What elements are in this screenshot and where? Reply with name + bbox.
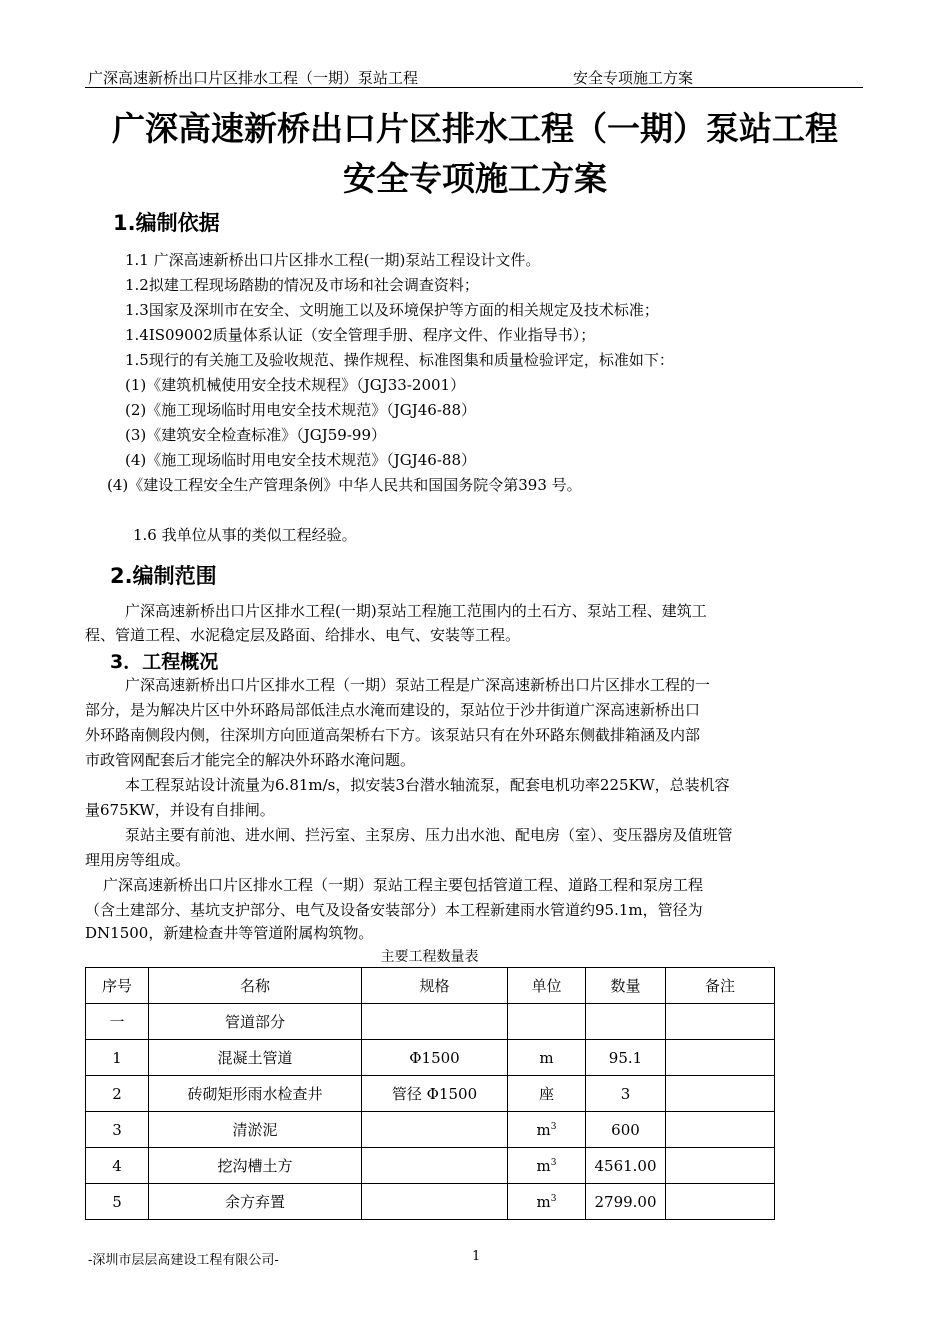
cell-spec (362, 1148, 508, 1184)
basis-item: 1.2拟建工程现场踏勘的情况及市场和社会调查资料； (125, 276, 479, 294)
overview-line: DN1500，新建检查井等管道附属构筑物。 (85, 924, 374, 942)
header-right: 安全专项施工方案 (573, 69, 694, 87)
cell-note (666, 1040, 775, 1076)
cell-spec (362, 1004, 508, 1040)
overview-line: 泵站主要有前池、进水闸、拦污室、主泵房、压力出水池、配电房（室）、变压器房及值班管 (125, 826, 733, 844)
cell-note (666, 1184, 775, 1220)
basis-item: (4)《建设工程安全生产管理条例》中华人民共和国国务院令第393 号。 (107, 476, 582, 494)
cell-note (666, 1112, 775, 1148)
header-rule (85, 87, 863, 88)
basis-item: 1.4IS09002质量体系认证（安全管理手册、程序文件、作业指导书）； (125, 326, 596, 344)
cell-spec: Φ1500 (362, 1040, 508, 1076)
cell-unit: 座 (508, 1076, 586, 1112)
quantity-table (85, 967, 775, 1220)
basis-item: (2)《施工现场临时用电安全技术规范》（JGJ46-88） (125, 401, 477, 419)
cell-unit (508, 1004, 586, 1040)
cell-index: 4 (86, 1148, 149, 1184)
cell-note (666, 1076, 775, 1112)
unit-text: m (536, 1192, 551, 1211)
cell-unit (508, 1148, 586, 1184)
cell-spec (362, 1184, 508, 1220)
overview-line: 量675KW，并设有自排闸。 (85, 801, 275, 819)
col-header-note: 备注 (666, 968, 775, 1004)
basis-item: 1.6 我单位从事的类似工程经验。 (133, 526, 357, 544)
cell-qty: 95.1 (586, 1040, 666, 1076)
section1-heading: 1.编制依据 (113, 211, 220, 235)
section3-heading: 3．工程概况 (110, 651, 219, 673)
cell-index: 1 (86, 1040, 149, 1076)
cell-qty (586, 1004, 666, 1040)
table-row (86, 1040, 775, 1076)
basis-item: (4)《施工现场临时用电安全技术规范》（JGJ46-88） (125, 451, 477, 469)
cell-index: 3 (86, 1112, 149, 1148)
col-header-index: 序号 (86, 968, 149, 1004)
cell-qty: 600 (586, 1112, 666, 1148)
cell-qty: 4561.00 (586, 1148, 666, 1184)
table-caption: 主要工程数量表 (380, 949, 479, 965)
unit-superscript: 3 (550, 1121, 557, 1132)
basis-item: 1.5现行的有关施工及验收规范、操作规程、标准图集和质量检验评定，标准如下： (125, 351, 674, 369)
footer-company: -深圳市层层高建设工程有限公司- (88, 1253, 279, 1268)
cell-name: 管道部分 (149, 1004, 362, 1040)
cell-index: 2 (86, 1076, 149, 1112)
section2-heading: 2.编制范围 (110, 564, 217, 588)
table-row (86, 1148, 775, 1184)
unit-text: m (536, 1156, 551, 1175)
cell-index: 一 (86, 1004, 149, 1040)
overview-line: 外环路南侧段内侧，往深圳方向匝道高架桥右下方。该泵站只有在外环路东侧截排箱涵及内部 (85, 726, 701, 744)
page-number: 1 (472, 1249, 481, 1264)
overview-line: 部分，是为解决片区中外环路局部低洼点水淹而建设的，泵站位于沙井街道广深高速新桥出口 (85, 701, 701, 719)
table-row (86, 1112, 775, 1148)
cell-note (666, 1148, 775, 1184)
unit-superscript: 3 (550, 1193, 557, 1204)
basis-item: (3)《建筑安全检查标准》（JGJ59-99） (125, 426, 386, 444)
table-row (86, 1076, 775, 1112)
col-header-unit: 单位 (508, 968, 586, 1004)
cell-name: 砖砌矩形雨水检查井 (149, 1076, 362, 1112)
basis-item: 1.3国家及深圳市在安全、文明施工以及环境保护等方面的相关规定及技术标准； (125, 301, 659, 319)
basis-item: (1)《建筑机械使用安全技术规程》（JGJ33-2001） (125, 376, 466, 394)
cell-name: 清淤泥 (149, 1112, 362, 1148)
doc-title-line1: 广深高速新桥出口片区排水工程（一期）泵站工程 (112, 109, 838, 148)
cell-spec: 管径 Φ1500 (362, 1076, 508, 1112)
header-left: 广深高速新桥出口片区排水工程（一期）泵站工程 (88, 69, 419, 87)
overview-line: 理用房等组成。 (85, 851, 191, 869)
table-row (86, 1184, 775, 1220)
cell-unit (508, 1112, 586, 1148)
doc-title-line2: 安全专项施工方案 (343, 159, 607, 198)
unit-superscript: 3 (550, 1157, 557, 1168)
cell-spec (362, 1112, 508, 1148)
overview-line: 本工程泵站设计流量为6.81m/s，拟安装3台潜水轴流泵，配套电机功率225KW，总装机容 (125, 776, 730, 794)
overview-line: （含土建部分、基坑支护部分、电气及设备安装部分）本工程新建雨水管道约95.1m，管径为 (85, 901, 703, 919)
cell-note (666, 1004, 775, 1040)
col-header-qty: 数量 (586, 968, 666, 1004)
scope-line: 广深高速新桥出口片区排水工程(一期)泵站工程施工范围内的土石方、泵站工程、建筑工 (125, 602, 707, 620)
table-row (86, 1004, 775, 1040)
scope-line: 程、管道工程、水泥稳定层及路面、给排水、电气、安装等工程。 (85, 626, 521, 644)
overview-line: 广深高速新桥出口片区排水工程（一期）泵站工程是广深高速新桥出口片区排水工程的一 (125, 676, 711, 694)
col-header-name: 名称 (149, 968, 362, 1004)
unit-text: m (536, 1120, 551, 1139)
basis-item: 1.1 广深高速新桥出口片区排水工程(一期)泵站工程设计文件。 (125, 251, 541, 269)
cell-index: 5 (86, 1184, 149, 1220)
overview-line: 广深高速新桥出口片区排水工程（一期）泵站工程主要包括管道工程、道路工程和泵房工程 (103, 876, 704, 894)
table-header-row (86, 968, 775, 1004)
cell-unit: m (508, 1040, 586, 1076)
cell-unit (508, 1184, 586, 1220)
cell-name: 余方弃置 (149, 1184, 362, 1220)
overview-line: 市政管网配套后才能完全的解决外环路水淹问题。 (85, 751, 416, 769)
cell-name: 挖沟槽土方 (149, 1148, 362, 1184)
cell-qty: 3 (586, 1076, 666, 1112)
col-header-spec: 规格 (362, 968, 508, 1004)
cell-qty: 2799.00 (586, 1184, 666, 1220)
cell-name: 混凝土管道 (149, 1040, 362, 1076)
